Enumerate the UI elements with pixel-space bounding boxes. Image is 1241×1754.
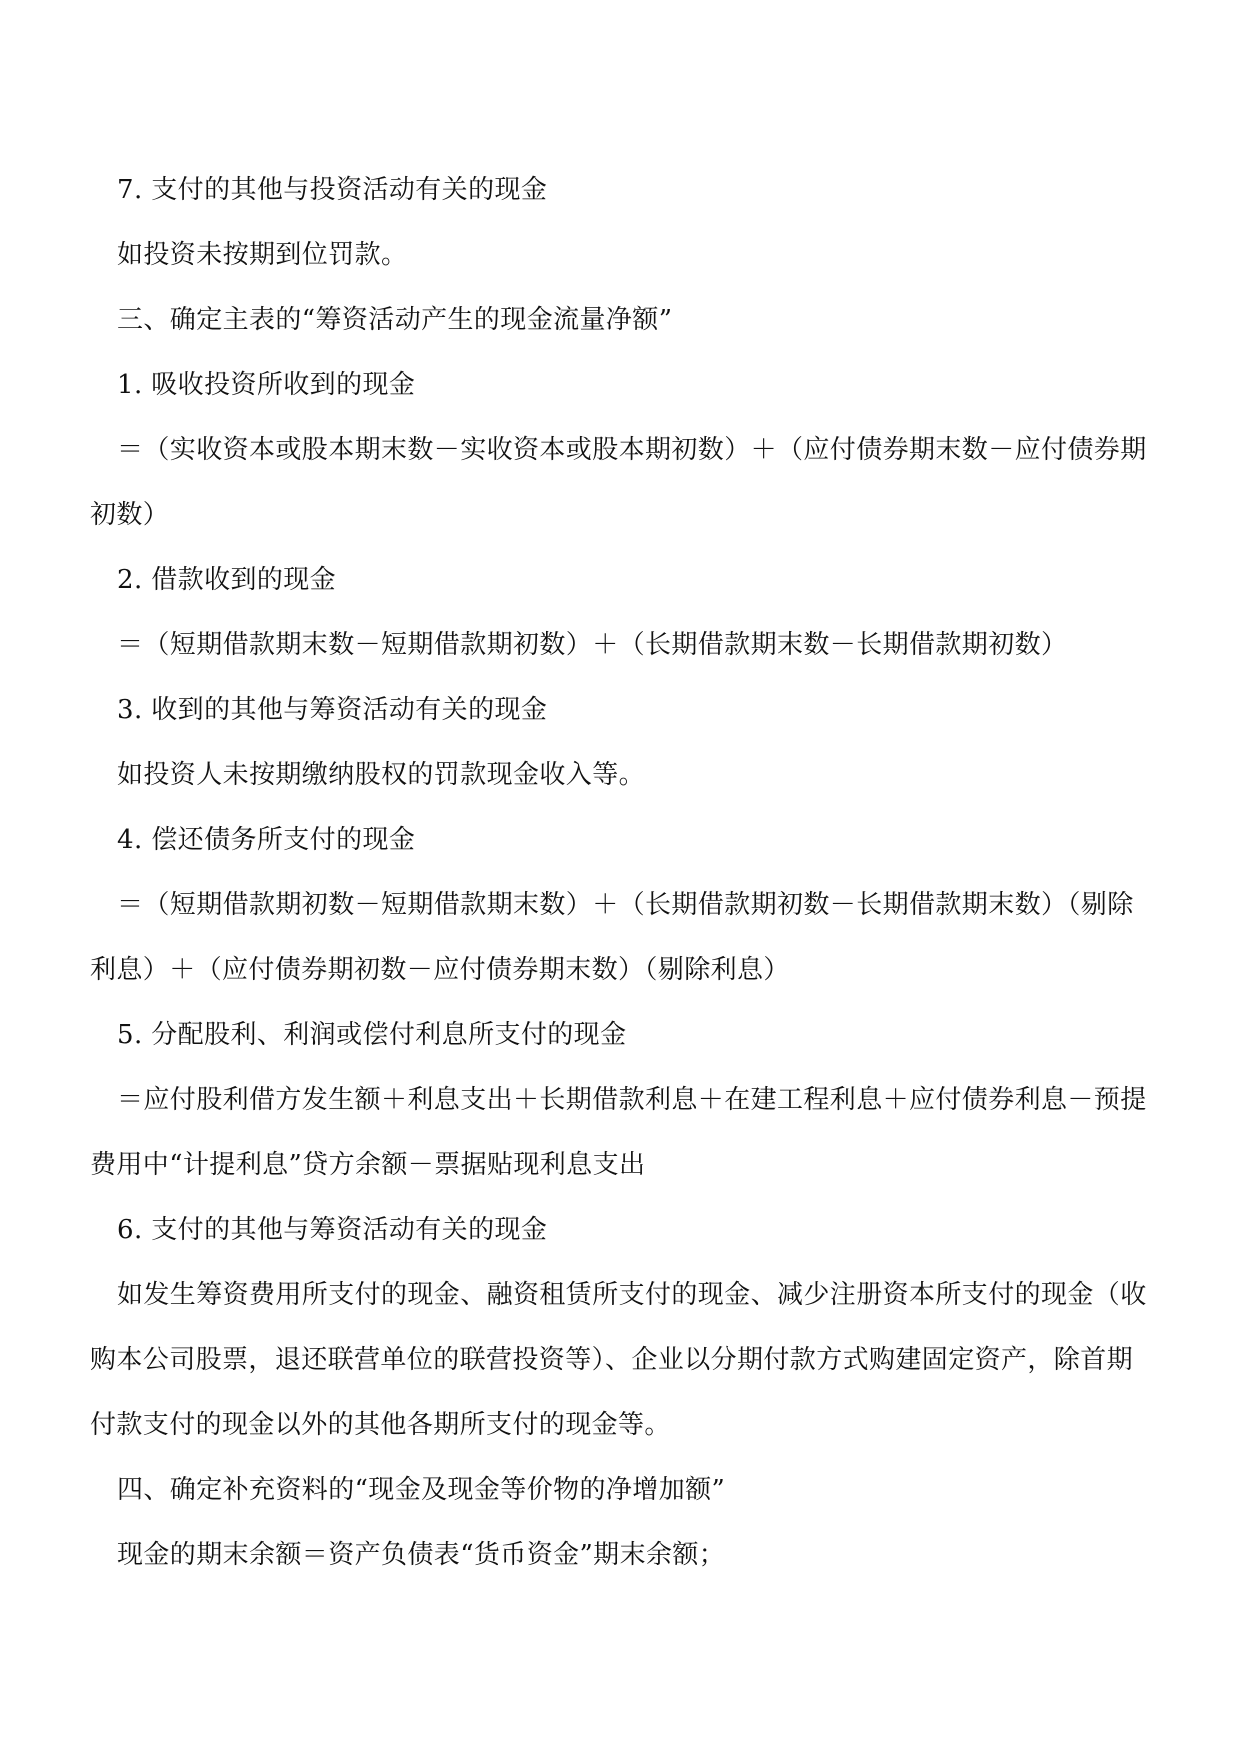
paragraph-example-financing-payments: 如发生筹资费用所支付的现金、融资租赁所支付的现金、减少注册资本所支付的现金（收购本公司股票，退还联营单位的联营投资等）、企业以分期付款方式购建固定资产，除首期付款支付的现金以外的其他各期所支付的现金等。 (90, 1280, 1147, 1440)
item-heading-5-dividends-interest: 5. 分配股利、利润或偿付利息所支付的现金 (117, 1020, 627, 1050)
item-heading-6-financing-other-payments: 6. 支付的其他与筹资活动有关的现金 (117, 1215, 548, 1245)
item-heading-7-investing-other-payments: 7. 支付的其他与投资活动有关的现金 (117, 175, 548, 205)
item-heading-4-debt-repayment: 4. 偿还债务所支付的现金 (117, 825, 416, 855)
formula-dividends-interest: ＝应付股利借方发生额＋利息支出＋长期借款利息＋在建工程利息＋应付债券利息－预提费用中“计提利息”贷方余额－票据贴现利息支出 (90, 1085, 1147, 1180)
item-heading-2-borrowings-received: 2. 借款收到的现金 (117, 565, 337, 595)
item-heading-3-financing-other-receipts: 3. 收到的其他与筹资活动有关的现金 (117, 695, 548, 725)
document-body (90, 158, 1150, 1588)
formula-investment-received: ＝（实收资本或股本期末数－实收资本或股本期初数）＋（应付债券期末数－应付债券期初数） (90, 435, 1147, 530)
item-heading-1-investment-received: 1. 吸收投资所收到的现金 (117, 370, 416, 400)
section-heading-4-cash-net-increase: 四、确定补充资料的“现金及现金等价物的净增加额” (117, 1475, 726, 1505)
paragraph-example-equity-penalty: 如投资人未按期缴纳股权的罚款现金收入等。 (117, 760, 646, 790)
paragraph-example-investment-penalty: 如投资未按期到位罚款。 (117, 240, 408, 270)
formula-cash-ending-balance: 现金的期末余额＝资产负债表“货币资金”期末余额； (117, 1540, 726, 1570)
formula-debt-repayment: ＝（短期借款期初数－短期借款期末数）＋（长期借款期初数－长期借款期末数）（剔除利息）＋（应付债券期初数－应付债券期末数）（剔除利息） (90, 890, 1134, 985)
formula-borrowings-received: ＝（短期借款期末数－短期借款期初数）＋（长期借款期末数－长期借款期初数） (117, 630, 1068, 660)
section-heading-3-financing-net-cash: 三、确定主表的“筹资活动产生的现金流量净额” (117, 305, 673, 335)
